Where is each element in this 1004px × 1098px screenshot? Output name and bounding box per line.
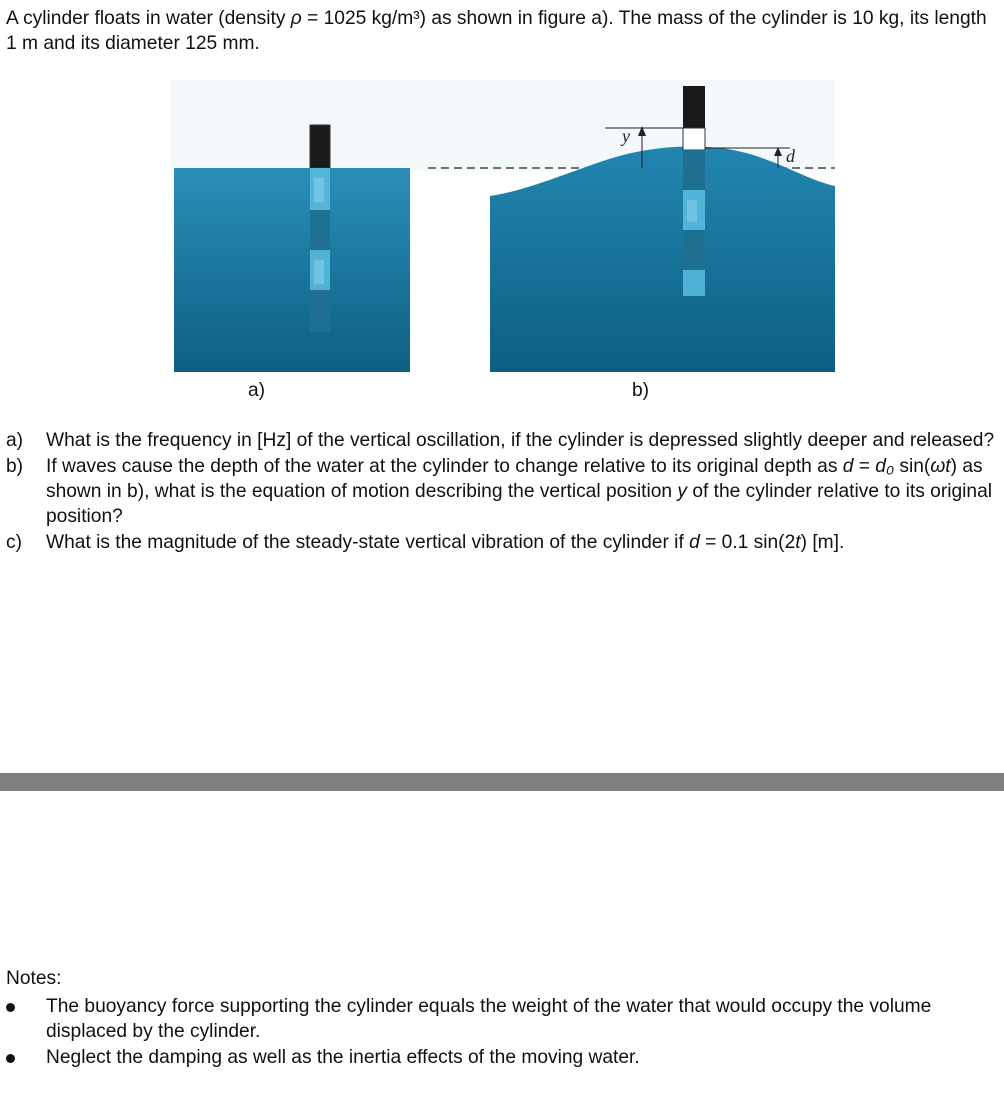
label-y: y <box>622 126 630 146</box>
question-letter: b) <box>6 456 24 477</box>
var-t: t <box>795 532 801 553</box>
note-item <box>6 994 996 1044</box>
question-b <box>6 454 996 529</box>
bullet-icon <box>6 1003 15 1012</box>
var-d: d <box>689 532 700 553</box>
water-a <box>174 168 410 372</box>
question-text: = <box>853 456 876 477</box>
question-a <box>6 428 996 453</box>
question-text: ) as shown in b), what is the equation of motion describing the vertical position <box>46 456 983 502</box>
question-letter: c) <box>6 532 22 553</box>
label-d: d <box>786 146 795 166</box>
rho-symbol: ρ <box>290 8 302 29</box>
cylinder-b <box>683 86 705 296</box>
var-d: d <box>842 456 854 477</box>
intro-text-2: = 1025 kg/m³) as shown in figure a). The mass of the cylinder is 10 kg, its length 1 m and its diameter 125 mm. <box>6 8 987 54</box>
notes-heading: Notes: <box>6 968 62 989</box>
question-text: ) [m]. <box>800 532 845 553</box>
question-list <box>6 428 996 556</box>
cylinder-a <box>310 125 330 332</box>
label-a: a) <box>248 380 266 401</box>
question-text: If waves cause the depth of the water at the cylinder to change relative to its original depth as <box>46 456 843 477</box>
note-item <box>6 1045 996 1070</box>
notes-list <box>6 994 996 1071</box>
question-text: What is the frequency in [Hz] of the vertical oscillation, if the cylinder is depressed slightly deeper and released? <box>46 430 995 451</box>
figure-drawing <box>0 78 1004 418</box>
note-text: Neglect the damping as well as the inertia effects of the moving water. <box>46 1047 640 1068</box>
note-text: The buoyancy force supporting the cylinder equals the weight of the water that would occupy the volume displaced by the cylinder. <box>46 996 932 1042</box>
figure <box>0 78 1004 418</box>
var-y: y <box>677 481 688 502</box>
question-text: sin( <box>894 456 931 477</box>
bullet-icon <box>6 1054 15 1063</box>
separator-bar <box>0 773 1004 791</box>
label-b: b) <box>632 380 650 401</box>
question-text: What is the magnitude of the steady-state vertical vibration of the cylinder if <box>46 532 690 553</box>
question-c <box>6 530 996 555</box>
water-b <box>490 147 835 372</box>
problem-statement <box>6 6 996 56</box>
question-letter: a) <box>6 430 24 451</box>
intro-text-1: A cylinder floats in water (density <box>6 8 291 29</box>
question-text: = 0.1 sin(2 <box>699 532 796 553</box>
var-omega-t: ωt <box>930 456 951 477</box>
var-d0: d₀ <box>875 456 895 477</box>
question-text: of the cylinder relative to its original position? <box>46 481 993 527</box>
